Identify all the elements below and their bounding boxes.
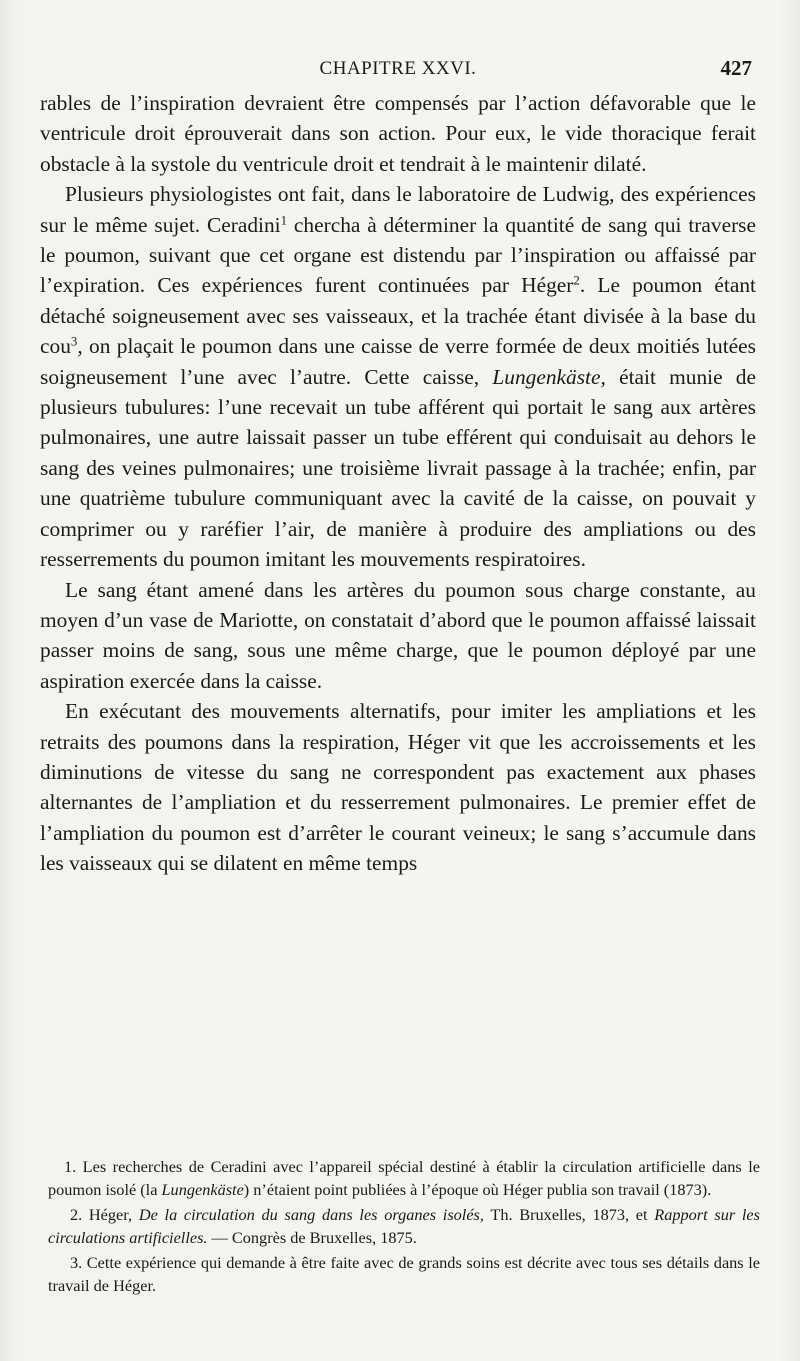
paragraph-text: était munie de plusieurs tubulures: l’une recevait un tube afférent qui portait le sang aux artères pulmonaires, une autre laissait passer un tube efférent qui conduisait au dehors le sang des veines pulmonaires; une troisième livrait passage à la trachée; enfin, par une quatrième tubulure communiquant avec la cavité de la caisse, on pouvait y comprimer ou y raréfier l’air, de manière à produire des ampliations ou des resserrements du poumon imitant les mouvements respiratoires. xyxy=(40,364,756,572)
page-number: 427 xyxy=(720,56,752,80)
footnote-text: 2. Héger, xyxy=(70,1204,139,1224)
paragraph xyxy=(40,575,756,697)
footnote-1 xyxy=(48,1155,760,1202)
footnote-text: ) n’étaient point publiées à l’époque où Héger publia son travail (1873). xyxy=(243,1180,712,1200)
paragraph xyxy=(40,696,756,878)
main-text xyxy=(40,88,756,879)
paragraph-text: , on plaçait le poumon dans une caisse de verre formée de deux moitiés lutées soigneusement l’une avec l’autre. Cette caisse, xyxy=(40,334,756,389)
footnote-text: 3. Cette expérience qui demande à être faite avec de grands soins est décrite avec tous ses détails dans le travail de Héger. xyxy=(48,1252,760,1296)
footnote-ref-2: 2 xyxy=(573,273,580,288)
footnote-ref-1: 1 xyxy=(280,212,288,227)
paragraph-continued xyxy=(40,88,756,179)
footnote-text: 1. Les recherches de Ceradini avec l’appareil spécial destiné à établir la circulation artificielle dans le poumon isolé (la xyxy=(48,1157,760,1200)
footnote-3 xyxy=(48,1251,760,1298)
running-header xyxy=(40,56,756,86)
italic-term: Lungenkäste, xyxy=(492,364,606,389)
paragraph-text: En exécutant des mouvements alternatifs, pour imiter les ampliations et les retraits des poumons dans la respiration, Héger vit que les accroissements et les diminutions de vitesse du sang ne correspondent pas exactement aux phases alternantes de l’ampliation et du resserrement pulmonaires. Le premier effet de l’ampliation du poumon est d’arrêter le courant veineux; le sang s’accumule dans les vaisseaux qui se dilatent en même temps xyxy=(40,699,756,876)
paragraph-text: Plusieurs physiologistes ont fait, dans le laboratoire de Ludwig, des expériences sur le même sujet. Ceradini xyxy=(40,182,756,237)
footnote-italic: De la circulation du sang dans les organes isolés, xyxy=(138,1204,484,1224)
footnote-italic: Lungenkäste xyxy=(161,1180,244,1200)
paragraph-text: rables de l’inspiration devraient être compensés par l’action défavorable que le ventricule droit éprouverait dans son action. Pour eux, le vide thoracique ferait obstacle à la systole du ventricule droit et tendrait à le maintenir dilaté. xyxy=(40,91,756,176)
footnote-2 xyxy=(48,1203,760,1250)
footnotes xyxy=(48,1155,760,1298)
paragraph-text: Le sang étant amené dans les artères du poumon sous charge constante, au moyen d’un vase de Mariotte, on constatait d’abord que le poumon affaissé laissait passer moins de sang, sous une même charge, que le poumon déployé par une aspiration exercée dans la caisse. xyxy=(40,577,756,693)
footnote-italic: Rapport sur les circulations artificielles. xyxy=(48,1204,760,1248)
paragraph-text: . Le poumon étant détaché soigneusement avec ses vaisseaux, et la trachée étant divisée à la base du cou xyxy=(40,273,757,359)
running-title: CHAPITRE XXVI. xyxy=(319,58,477,79)
footnote-text: Th. Bruxelles, 1873, et xyxy=(483,1204,655,1224)
paragraph-text: chercha à déterminer la quantité de sang qui traverse le poumon, suivant que cet organe est distendu par l’inspiration ou affaissé par l’expiration. Ces expériences furent continuées par Héger xyxy=(40,212,757,298)
footnote-text: — Congrès de Bruxelles, 1875. xyxy=(207,1228,417,1248)
footnote-ref-3: 3 xyxy=(70,334,78,349)
paragraph xyxy=(40,179,756,574)
